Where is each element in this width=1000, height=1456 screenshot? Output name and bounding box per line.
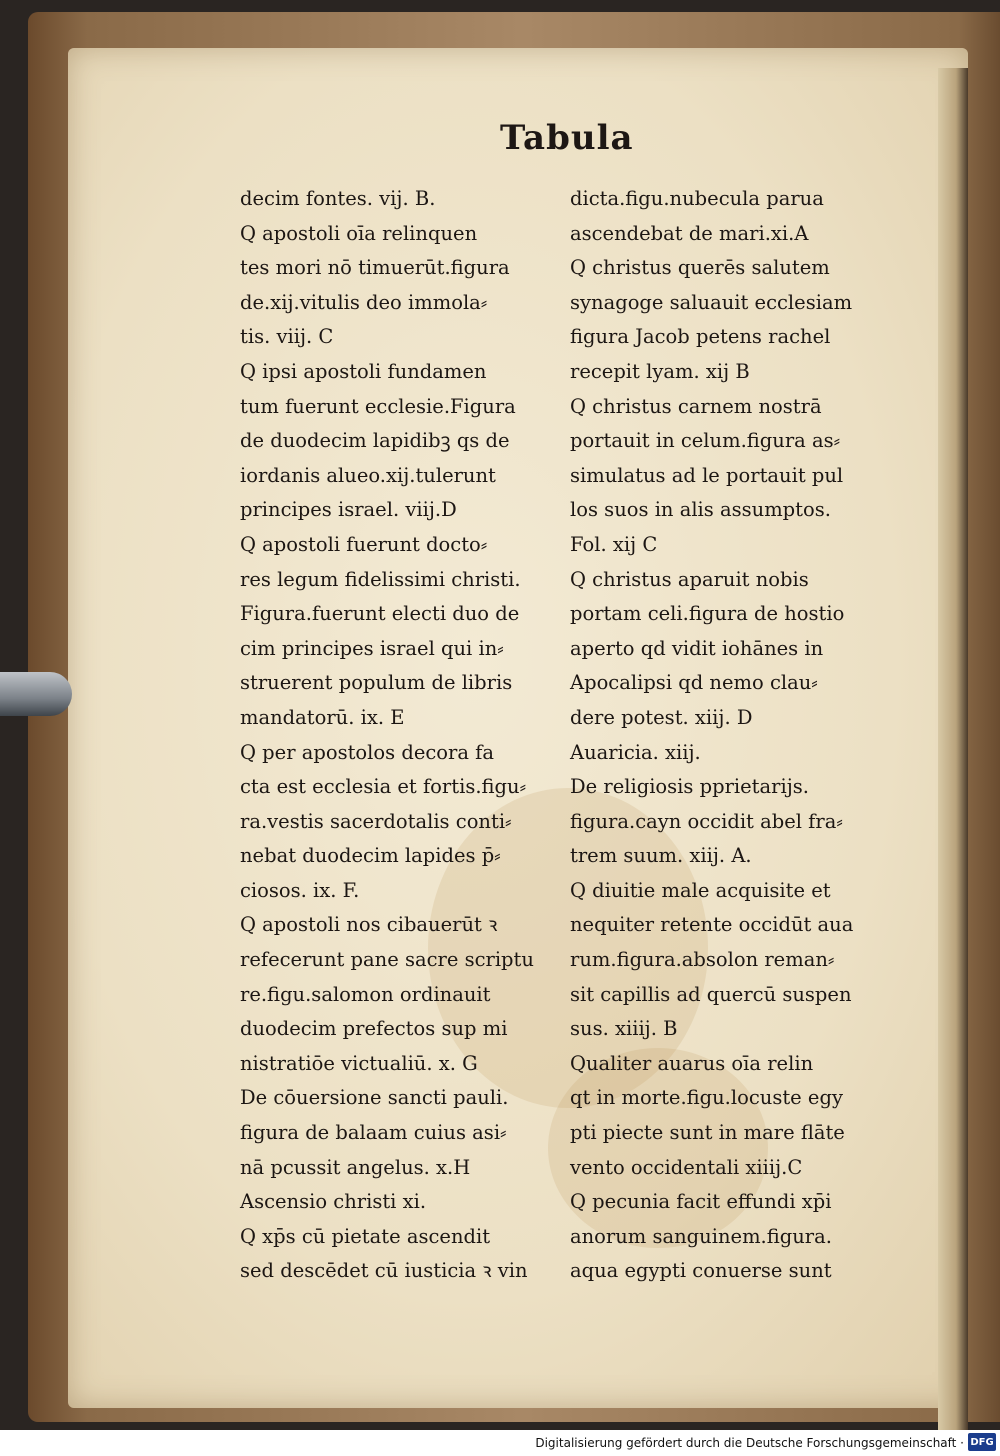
text-line: sit capillis ad quercū suspen — [570, 982, 852, 1006]
left-column — [240, 182, 570, 1289]
text-line: Auaricia. xiij. — [570, 740, 701, 764]
text-line: Qualiter auarus oīa relin — [570, 1051, 814, 1075]
text-line: cta est ecclesia et fortis.figu⸗ — [240, 775, 527, 799]
text-line: Q apostoli nos cibauerūt ꝛ — [240, 913, 498, 937]
digitization-credit: Digitalisierung gefördert durch die Deutsche Forschungsgemeinschaft · — [535, 1436, 964, 1450]
text-line: figura de balaam cuius asi⸗ — [240, 1121, 507, 1145]
text-line: Q pecunia facit effundi xp̄i — [570, 1190, 832, 1214]
text-line: Q ipsi apostoli fundamen — [240, 359, 487, 383]
text-line: aperto qd vidit iohānes in — [570, 636, 824, 660]
text-line: Fol. xij C — [570, 532, 658, 556]
text-line: figura.cayn occidit abel fra⸗ — [570, 809, 843, 833]
text-line: Q christus carnem nostrā — [570, 394, 822, 418]
text-line: Q apostoli oīa relinquen — [240, 221, 478, 245]
text-line: iordanis alueo.xij.tulerunt — [240, 463, 496, 487]
text-line: nā pcussit angelus. x.H — [240, 1155, 471, 1179]
text-line: Q diuitie male acquisite et — [570, 878, 831, 902]
text-line: portam celi.figura de hostio — [570, 602, 845, 626]
text-line: Q per apostolos decora fa — [240, 740, 495, 764]
text-line: trem suum. xiij. A. — [570, 844, 752, 868]
text-line: mandatorū. ix. E — [240, 705, 405, 729]
text-line: figura Jacob petens rachel — [570, 325, 831, 349]
text-line: simulatus ad le portauit pul — [570, 463, 844, 487]
text-line: de duodecim lapidibꝫ qs de — [240, 429, 510, 453]
right-column — [570, 182, 900, 1289]
text-line: dere potest. xiij. D — [570, 705, 753, 729]
text-line: qt in morte.figu.locuste egy — [570, 1086, 843, 1110]
text-line: nequiter retente occidūt aua — [570, 913, 854, 937]
text-line: ciosos. ix. F. — [240, 878, 360, 902]
text-line: refecerunt pane sacre scriptu — [240, 948, 534, 972]
text-line: vento occidentali xiiij.C — [570, 1155, 803, 1179]
text-line: decim fontes. vij. B. — [240, 187, 436, 210]
text-line: pti piecte sunt in mare flāte — [570, 1121, 845, 1145]
text-line: los suos in alis assumptos. — [570, 498, 831, 522]
page-gutter — [938, 68, 968, 1430]
text-line: struerent populum de libris — [240, 671, 513, 695]
text-line: recepit lyam. xij B — [570, 359, 750, 383]
text-line: anorum sanguinem.figura. — [570, 1224, 832, 1248]
text-line: sed descēdet cū iusticia ꝛ vin — [240, 1259, 528, 1283]
text-line: aqua egypti conuerse sunt — [570, 1259, 832, 1283]
text-line: portauit in celum.figura as⸗ — [570, 429, 841, 453]
text-line: Q apostoli fuerunt docto⸗ — [240, 532, 488, 556]
text-line: Apocalipsi qd nemo clau⸗ — [570, 671, 818, 695]
text-line: nistratiōe victualiū. x. G — [240, 1051, 478, 1075]
text-line: rum.figura.absolon reman⸗ — [570, 948, 835, 972]
text-line: res legum fidelissimi christi. — [240, 567, 521, 591]
text-line: principes israel. viij.D — [240, 498, 457, 522]
text-line: tum fuerunt ecclesie.Figura — [240, 394, 516, 418]
text-line: sus. xiiij. B — [570, 1017, 678, 1041]
text-line: ra.vestis sacerdotalis conti⸗ — [240, 809, 512, 833]
metal-clasp — [0, 672, 72, 716]
text-line: Q christus querēs salutem — [570, 256, 830, 280]
text-line: re.figu.salomon ordinauit — [240, 982, 491, 1006]
text-line: De cōuersione sancti pauli. — [240, 1086, 509, 1110]
text-line: Q xp̄s cū pietate ascendit — [240, 1224, 491, 1248]
text-line: dicta.figu.nubecula parua — [570, 187, 824, 210]
text-line: tis. viij. C — [240, 325, 334, 349]
text-line: duodecim prefectos sup mi — [240, 1017, 508, 1041]
text-line: Figura.fuerunt electi duo de — [240, 602, 520, 626]
page-heading: Tabula — [500, 118, 634, 158]
text-line: De religiosis pprietarijs. — [570, 775, 809, 799]
text-line: ascendebat de mari.xi.A — [570, 221, 809, 245]
text-line: cim principes israel qui in⸗ — [240, 636, 504, 660]
text-line: synagoge saluauit ecclesiam — [570, 290, 853, 314]
text-line: de.xij.vitulis deo immola⸗ — [240, 290, 488, 314]
text-line: Ascensio christi xi. — [240, 1190, 427, 1214]
dfg-logo: DFG — [968, 1433, 996, 1451]
text-line: Q christus aparuit nobis — [570, 567, 809, 591]
text-line: nebat duodecim lapides p̄⸗ — [240, 844, 501, 868]
text-line: tes mori nō timuerūt.figura — [240, 256, 510, 280]
